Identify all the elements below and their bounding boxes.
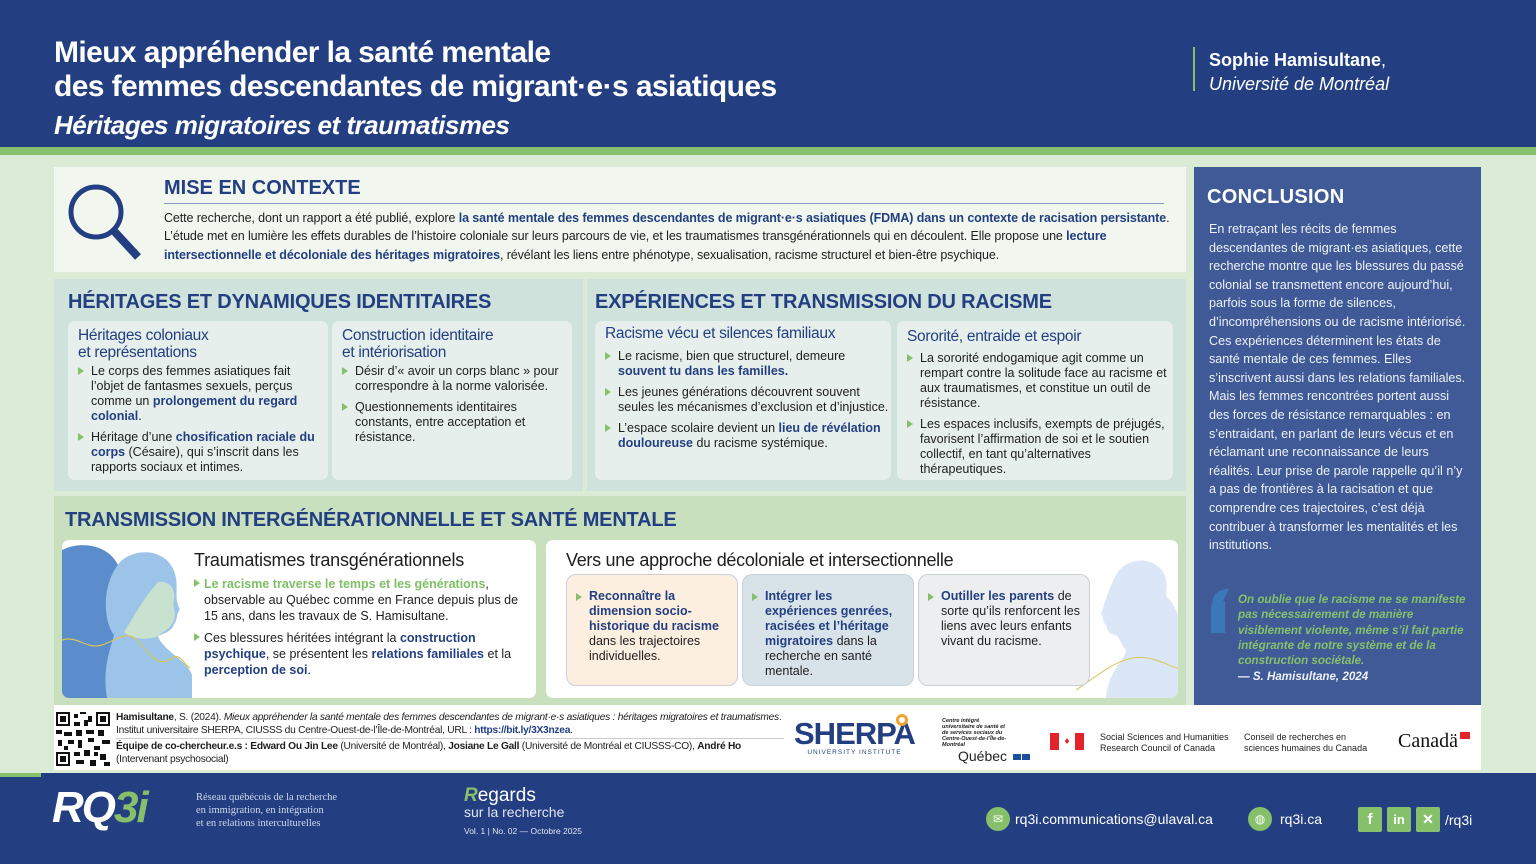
transmission-title: TRANSMISSION INTERGÉNÉRATIONNELLE ET SANTÉ MENTALE xyxy=(65,509,677,531)
author-name-text: Sophie Hamisultane xyxy=(1209,50,1382,70)
bullet-arrow-icon xyxy=(605,388,611,396)
card-title-line: et intériorisation xyxy=(342,344,447,361)
text: Les jeunes générations découvrent souvent seules les mécanismes d’exclusion et d’injustice. xyxy=(618,385,889,414)
card-sororite xyxy=(897,321,1173,480)
social-handle: /rq3i xyxy=(1445,811,1473,828)
highlight: relations familiales xyxy=(371,647,485,661)
author-divider xyxy=(1193,47,1195,91)
globe-icon: ◍ xyxy=(1248,807,1272,831)
social-links xyxy=(1358,807,1472,832)
card-title xyxy=(342,327,493,361)
header-accent-bar xyxy=(0,147,1536,155)
bullet-arrow-icon xyxy=(605,352,611,360)
conclusion-text: En retraçant les récits de femmes descendantes de migrant·es asiatiques, cette recherche montre que les blessures du passé colonial se transmettent encore aujourd’hui, parfois sous la forme de silences, d’incompréhensions ou de racisme intériorisé. Ces expériences déterminent les états de santé mentale de ces femmes. Elles s’inscrivent aussi dans les relations familiales. Mais les femmes rencontrées portent aussi des forces de résistance remarquables : en s’entraidant, en parlant de leurs vécus et en réclamant une reconnaissance de leurs réalités. Leur prise de parole rappelle qu’il n’y a pas de frontières à la racisation et que comprendre ces trajectoires, c’est déjà contribuer à transformer les mentalités et les institutions. xyxy=(1209,222,1466,553)
context-text xyxy=(164,209,1174,264)
bullet-arrow-icon xyxy=(907,420,913,428)
ref-author: Hamisultane xyxy=(116,712,174,723)
text: , observable au Québec comme en France depuis plus de 15 ans, dans les travaux de S. Hamisultane. xyxy=(204,577,519,623)
ref-title: Mieux appréhender la santé mentale des femmes descendantes de migrant·e·s asiatiques : héritages migratoires et traumatismes xyxy=(223,712,779,723)
footer xyxy=(0,773,1536,864)
context-text-part: . L’étude met en lumière les effets durables de l’histoire coloniale sur leurs parcours de vie, et les traumatismes transgénérationnels qui en découlent. Elle propose une xyxy=(164,211,1170,244)
trauma-title: Traumatismes transgénérationnels xyxy=(194,550,465,570)
context-section xyxy=(54,167,1186,272)
sherpa-wordmark: SHERPA xyxy=(794,716,915,751)
bullet-list xyxy=(194,576,530,684)
quebec-flag-icon xyxy=(1012,748,1030,765)
team-members xyxy=(116,740,784,766)
sherpa-ring-icon xyxy=(896,714,908,726)
list-item xyxy=(342,364,570,394)
text: dans la recherche en santé mentale. xyxy=(765,634,877,678)
team-affiliation: (Université de Montréal et CIUSSS-CO), xyxy=(519,741,698,752)
magnifier-icon xyxy=(64,179,144,264)
context-text-part: Cette recherche, dont un rapport a été publié, explore xyxy=(164,211,459,225)
highlight-green: Le racisme traverse le temps et les générations xyxy=(204,577,486,591)
rq3i-logo[interactable] xyxy=(52,783,147,833)
card-construction-identitaire xyxy=(332,321,572,480)
text: Questionnements identitaires constants, entre acceptation et résistance. xyxy=(355,400,526,444)
title-line-1: Mieux appréhender la santé mentale xyxy=(54,36,551,69)
text: Le racisme, bien que structurel, demeure xyxy=(618,349,846,363)
title-line-2: des femmes descendantes de migrant·e·s asiatiques xyxy=(54,70,777,103)
conclusion-title: CONCLUSION xyxy=(1207,186,1345,208)
card-title: Sororité, entraide et espoir xyxy=(907,328,1082,345)
text: . xyxy=(570,725,573,736)
regards-logo xyxy=(464,787,582,836)
list-item xyxy=(907,417,1169,477)
header xyxy=(0,0,1536,147)
author-comma: , xyxy=(1381,50,1387,70)
silhouettes-illustration-icon xyxy=(62,540,192,698)
rq3i-logo-part: RQ xyxy=(52,783,114,832)
card-title-line: Construction identitaire xyxy=(342,327,494,344)
team-member: Edward Ou Jin Lee xyxy=(250,741,338,752)
list-item xyxy=(605,421,890,451)
sherpa-subtitle: UNIVERSITY INSTITUTE xyxy=(807,749,902,756)
sshrc-french xyxy=(1244,732,1367,754)
text: La sororité endogamique agit comme un rempart contre la solitude face au racisme et aux traumatismes, et constitue un outil de résistance. xyxy=(920,351,1167,410)
transmission-section xyxy=(54,496,1186,705)
text: L’espace scolaire devient un xyxy=(618,421,779,435)
reference-column xyxy=(116,711,784,766)
text: . xyxy=(138,409,142,423)
bullet-arrow-icon xyxy=(342,367,348,375)
team-label: Équipe de co-chercheur.e.s : xyxy=(116,741,251,752)
list-item xyxy=(194,576,530,624)
approach-title: Vers une approche décoloniale et intersectionnelle xyxy=(566,550,954,570)
text: et la xyxy=(484,647,512,661)
canada-wordmark-flag-icon xyxy=(1460,732,1470,739)
approach-box-2 xyxy=(742,574,914,686)
volume-info: Vol. 1 | No. 02 — Octobre 2025 xyxy=(464,826,582,836)
text: Réseau québécois de la recherche xyxy=(196,792,338,803)
list-item xyxy=(78,430,323,475)
bullet-arrow-icon xyxy=(78,433,84,441)
context-title: MISE EN CONTEXTE xyxy=(164,177,361,199)
bullet-arrow-icon xyxy=(342,403,348,411)
text: sciences humaines du Canada xyxy=(1244,743,1368,753)
text: Social Sciences and Humanities xyxy=(1100,732,1229,742)
regards-initial: R xyxy=(464,785,478,806)
subtitle: Héritages migratoires et traumatismes xyxy=(54,110,510,140)
quebec-wordmark: Québec xyxy=(958,748,1008,764)
footer-accent xyxy=(0,773,41,777)
regards-subtitle: sur la recherche xyxy=(464,804,565,820)
highlight: lieu de révélation douloureuse xyxy=(618,421,881,450)
list-item xyxy=(78,364,323,424)
heritages-title: HÉRITAGES ET DYNAMIQUES IDENTITAIRES xyxy=(68,291,492,313)
list-item xyxy=(342,400,570,445)
approach-box-3 xyxy=(918,574,1090,686)
bullet-arrow-icon xyxy=(576,593,582,601)
bullet-list xyxy=(342,364,570,451)
text: Le corps des femmes asiatiques fait l’objet de fantasmes sexuels, perçus comme un xyxy=(91,364,293,408)
bullet-list xyxy=(78,364,323,481)
team-divider xyxy=(116,738,784,739)
card-heritages-coloniaux xyxy=(68,321,328,480)
highlight: construction psychique xyxy=(204,631,476,661)
rq3i-description xyxy=(196,791,337,830)
text: (Césaire), qui s’inscrit dans les rapports sociaux et intimes. xyxy=(91,445,299,474)
quote-author: — S. Hamisultane, 2024 xyxy=(1238,670,1369,683)
email-link[interactable]: rq3i.communications@ulaval.ca xyxy=(1015,811,1213,827)
card-racisme-vecu xyxy=(595,321,891,480)
facebook-icon[interactable]: f xyxy=(1358,807,1382,832)
quote-text: On oublie que le racisme ne se manifeste pas nécessairement de manière visiblement violente, même s’il fait partie intégrante de notre système et de la construction sociétale. xyxy=(1238,593,1466,668)
text: et en relations interculturelles xyxy=(196,818,321,829)
canada-wordmark: Canadä xyxy=(1398,730,1458,752)
card-traumatismes xyxy=(62,540,536,698)
card-approche-decoloniale xyxy=(546,540,1178,698)
highlight: chosification raciale du corps xyxy=(91,430,315,459)
bullet-arrow-icon xyxy=(194,633,200,641)
envelope-icon: ✉ xyxy=(986,807,1010,831)
card-title-line: et représentations xyxy=(78,344,197,361)
bullet-arrow-icon xyxy=(928,593,934,601)
bullet-arrow-icon xyxy=(605,424,611,432)
sherpa-logo xyxy=(794,717,915,756)
ref-url-link[interactable]: https://bit.ly/3X3nzea xyxy=(474,725,571,736)
text: Conseil de recherches en xyxy=(1244,732,1347,742)
author-affiliation: Université de Montréal xyxy=(1209,74,1390,94)
canada-flag-icon: ♦ xyxy=(1050,733,1084,750)
reference-citation xyxy=(116,711,784,737)
website-link[interactable]: rq3i.ca xyxy=(1280,811,1323,827)
rq3i-logo-part: 3i xyxy=(114,783,147,832)
sshrc-english xyxy=(1100,732,1229,754)
highlight: Reconnaître la dimension socio-historique du racisme xyxy=(589,589,719,633)
qr-code-icon[interactable] xyxy=(56,712,110,766)
highlight: Intégrer les expériences genrées, racisées et l’héritage migratoires xyxy=(765,589,893,648)
text: Désir d’« avoir un corps blanc » pour correspondre à la norme valorisée. xyxy=(355,364,559,393)
experiences-section xyxy=(587,279,1186,491)
text: Research Council of Canada xyxy=(1100,743,1216,753)
heritages-section xyxy=(54,279,583,491)
text: Les espaces inclusifs, exempts de préjugés, favorisent l’affirmation de soi et le soutien collectif, en tant qu’alternatives thérapeutiques. xyxy=(920,417,1165,476)
text: . Institut universitaire SHERPA, CIUSSS du Centre-Ouest-de-l’Île-de-Montréal, URL : xyxy=(116,712,782,736)
approach-box-1 xyxy=(566,574,738,686)
highlight: prolongement du regard colonial xyxy=(91,394,298,423)
card-title: Racisme vécu et silences familiaux xyxy=(605,325,836,342)
text: , S. (2024). xyxy=(173,712,224,723)
text: Ces blessures héritées intégrant la xyxy=(204,631,400,645)
highlight: souvent tu dans les familles. xyxy=(618,364,789,378)
bullet-arrow-icon xyxy=(78,367,84,375)
ciusss-text: Centre intégré universitaire de santé et de services sociaux du Centre-Ouest-de-l’Île-de-Montréal xyxy=(942,718,1007,748)
ciusss-logo xyxy=(942,718,1032,766)
author-name xyxy=(1209,50,1386,71)
highlight: Outiller les parents xyxy=(941,589,1055,603)
experiences-title: EXPÉRIENCES ET TRANSMISSION DU RACISME xyxy=(595,291,1052,313)
context-divider xyxy=(164,203,1164,204)
bluesky-icon[interactable]: ✕ xyxy=(1416,807,1440,832)
team-affiliation: (Intervenant psychosocial) xyxy=(116,754,229,765)
bullet-arrow-icon xyxy=(752,593,758,601)
list-item xyxy=(605,385,890,415)
email-contact[interactable] xyxy=(986,807,1213,831)
references-strip xyxy=(54,705,1481,770)
context-highlight: la santé mentale des femmes descendantes de migrant·e·s asiatiques (FDMA) dans un contexte de racisation persistante xyxy=(458,211,1167,225)
text: de sorte qu’ils renforcent les liens avec leurs enfants vivant du racisme. xyxy=(941,589,1080,648)
bullet-list xyxy=(605,349,890,457)
bullet-list xyxy=(907,351,1169,483)
text: . xyxy=(307,663,311,677)
card-title-line: Héritages coloniaux xyxy=(78,327,209,344)
bullet-arrow-icon xyxy=(194,579,200,587)
text: , se présentent les xyxy=(265,647,372,661)
text: dans les trajectoires individuelles. xyxy=(589,634,701,663)
text: Héritage d’une xyxy=(91,430,176,444)
text: du racisme systémique. xyxy=(693,436,828,450)
website-contact[interactable] xyxy=(1248,807,1322,831)
quote-mark-icon xyxy=(1209,589,1231,633)
team-member: Josiane Le Gall xyxy=(448,741,520,752)
context-text-part: , révélant les liens entre phénotype, sexualisation, racisme structurel et bien-être psychique. xyxy=(499,247,1000,262)
team-affiliation: (Université de Montréal), xyxy=(337,741,449,752)
team-member: André Ho xyxy=(697,741,742,752)
list-item xyxy=(907,351,1169,411)
bullet-arrow-icon xyxy=(907,354,913,362)
list-item xyxy=(605,349,890,379)
girl-silhouette-icon xyxy=(1076,550,1178,698)
highlight: perception de soi xyxy=(204,663,308,677)
list-item xyxy=(194,630,530,678)
context-highlight: lecture intersectionnelle et décoloniale des héritages migratoires xyxy=(164,229,1107,262)
regards-word: egards xyxy=(477,785,536,806)
conclusion-section xyxy=(1194,167,1481,707)
linkedin-icon[interactable]: in xyxy=(1387,807,1411,832)
card-title xyxy=(78,327,208,361)
text: en immigration, en intégration xyxy=(196,805,324,816)
